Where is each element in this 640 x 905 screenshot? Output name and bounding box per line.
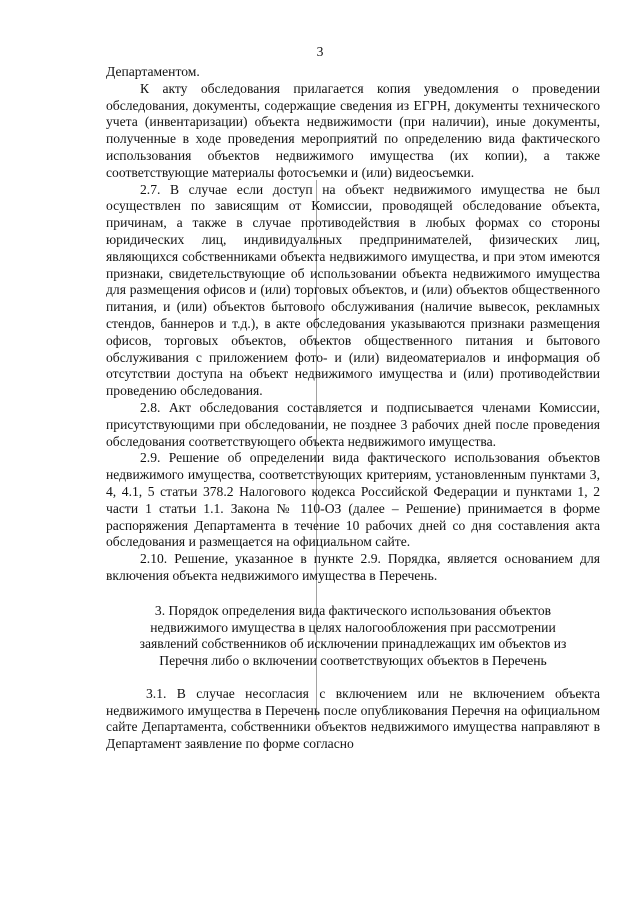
document-body (106, 64, 600, 753)
paragraph-attachments: К акту обследования прилагается копия уведомления о проведении обследования, документы, содержащие сведения из ЕГРН, документы технического учета (инвентаризации) объекта недвижимости (при наличии), иные документы, полученные в ходе проведения мероприятий по определению вида фактического использования объектов недвижимого имущества (их копии), а также соответствующие материалы фотосъемки и (или) видеосъемки. (106, 80, 600, 180)
section-heading-line: заявлений собственников об исключении принадлежащих им объектов из (139, 636, 567, 652)
section-heading-line: недвижимого имущества в целях налогообложения при рассмотрении (150, 619, 556, 635)
paragraph-2-10: 2.10. Решение, указанное в пункте 2.9. Порядка, является основанием для включения объекта недвижимого имущества в Перечень. (106, 551, 600, 583)
paragraph-2-9: 2.9. Решение об определении вида фактического использования объектов недвижимого имущества, соответствующих критериям, установленным пунктами 3, 4, 4.1, 5 статьи 378.2 Налогового кодекса Российской Федерации и пунктами 1, 2 части 1 статьи 1.1. Закона № 110-ОЗ (далее – Решение) принимается в форме распоряжения Департамента в течение 10 рабочих дней со дня составления акта обследования и размещается на официальном сайте. (106, 450, 600, 550)
page-number: 3 (316, 44, 324, 59)
section-heading-line: 3. Порядок определения вида фактического использования объектов (154, 602, 552, 618)
paragraph-2-8: 2.8. Акт обследования составляется и подписывается членами Комиссии, присутствующими при обследовании, не позднее 3 рабочих дней после проведения обследования соответствующего объекта недвижимого имущества. (106, 399, 600, 449)
section-heading-line: Перечня либо о включении соответствующих объектов в Перечень (159, 653, 547, 669)
section-3-heading (106, 603, 600, 670)
paragraph-continuation: Департаментом. (106, 64, 200, 79)
paragraph-3-1: 3.1. В случае несогласия с включением или не включением объекта недвижимого имущества в Перечень после опубликования Перечня на официальном сайте Департамента, собственники объектов недвижимого имущества направляют в Департамент заявление по форме согласно (106, 685, 600, 752)
paragraph-2-7: 2.7. В случае если доступ на объект недвижимого имущества не был осуществлен по зависящим от Комиссии, проводящей обследование объекта, причинам, а также в случае противодействия в любых формах со стороны юридических лиц, индивидуальных предпринимателей, физических лиц, являющихся собственниками объекта недвижимого имущества, и при этом имеются признаки, свидетельствующие об использовании объекта недвижимого имущества для размещения офисов и (или) торговых объектов, и (или) объектов общественного питания, и (или) объектов бытового обслуживания (наличие вывесок, рекламных стендов, баннеров и т.д.), в акте обследования указываются признаки размещения офисов, торговых объектов, объектов общественного питания и бытового обслуживания с приложением фото- и (или) видеоматериалов и информация об отсутствии доступа на объект недвижимого имущества и (или) противодействии проведению обследования. (106, 181, 600, 399)
